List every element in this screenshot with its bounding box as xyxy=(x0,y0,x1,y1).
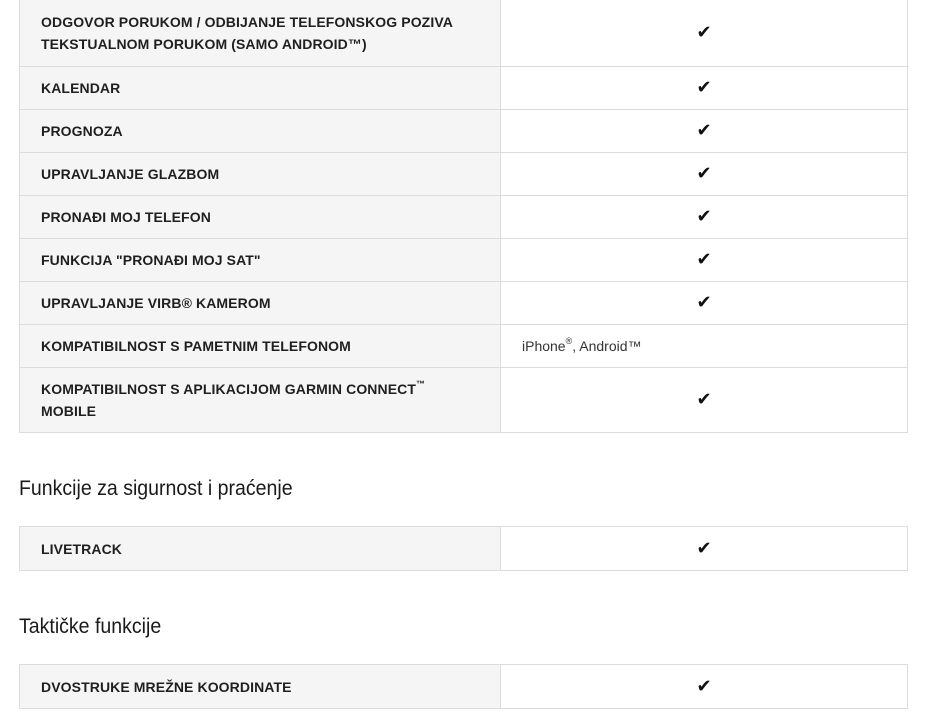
feature-value xyxy=(501,368,908,433)
feature-label: FUNKCIJA "PRONAĐI MOJ SAT" xyxy=(20,239,501,282)
safety-features-table xyxy=(19,526,908,571)
checkmark-icon: ✔ xyxy=(696,249,712,270)
table-row xyxy=(20,527,908,571)
table-row xyxy=(20,110,908,153)
feature-label-main: KOMPATIBILNOST S APLIKACIJOM GARMIN CONNECT xyxy=(41,381,417,397)
feature-value xyxy=(501,527,908,571)
compat-android: , Android™ xyxy=(572,338,642,354)
feature-value xyxy=(501,153,908,196)
checkmark-icon: ✔ xyxy=(696,120,712,141)
connectivity-features-table xyxy=(19,0,908,433)
checkmark-icon: ✔ xyxy=(696,292,712,313)
feature-value xyxy=(501,239,908,282)
checkmark-icon: ✔ xyxy=(696,675,712,697)
feature-value xyxy=(501,282,908,325)
feature-label: ODGOVOR PORUKOM / ODBIJANJE TELEFONSKOG POZIVA TEKSTUALNOM PORUKOM (SAMO ANDROID™) xyxy=(20,0,501,67)
checkmark-icon: ✔ xyxy=(696,22,712,43)
feature-label-end: MOBILE xyxy=(41,403,97,419)
registered-mark: ® xyxy=(565,336,573,347)
feature-label: KOMPATIBILNOST S PAMETNIM TELEFONOM xyxy=(20,325,501,368)
feature-label: DVOSTRUKE MREŽNE KOORDINATE xyxy=(20,665,501,709)
feature-label: LIVETRACK xyxy=(20,527,501,571)
feature-label xyxy=(20,368,501,433)
table-row xyxy=(20,665,908,709)
feature-value xyxy=(501,0,908,67)
table-row xyxy=(20,368,908,433)
tactical-features-table xyxy=(19,664,908,709)
table-row xyxy=(20,153,908,196)
section-title-tactical: Taktičke funkcije xyxy=(19,615,162,638)
table-row xyxy=(20,239,908,282)
section-title-safety: Funkcije za sigurnost i praćenje xyxy=(19,477,293,500)
compat-iphone: iPhone xyxy=(522,338,566,354)
table-row xyxy=(20,196,908,239)
table-row xyxy=(20,282,908,325)
feature-label: PRONAĐI MOJ TELEFON xyxy=(20,196,501,239)
feature-value xyxy=(501,665,908,709)
checkmark-icon: ✔ xyxy=(696,537,712,559)
checkmark-icon: ✔ xyxy=(696,206,712,227)
table-row xyxy=(20,67,908,110)
feature-value xyxy=(501,110,908,153)
feature-value xyxy=(501,196,908,239)
checkmark-icon: ✔ xyxy=(696,389,712,410)
feature-label: UPRAVLJANJE VIRB® KAMEROM xyxy=(20,282,501,325)
feature-label: UPRAVLJANJE GLAZBOM xyxy=(20,153,501,196)
feature-value xyxy=(501,67,908,110)
checkmark-icon: ✔ xyxy=(696,77,712,98)
feature-label: KALENDAR xyxy=(20,67,501,110)
table-row xyxy=(20,325,908,368)
feature-label: PROGNOZA xyxy=(20,110,501,153)
trademark-mark: ™ xyxy=(416,379,426,390)
table-row xyxy=(20,0,908,67)
checkmark-icon: ✔ xyxy=(696,163,712,184)
feature-value xyxy=(501,325,908,368)
